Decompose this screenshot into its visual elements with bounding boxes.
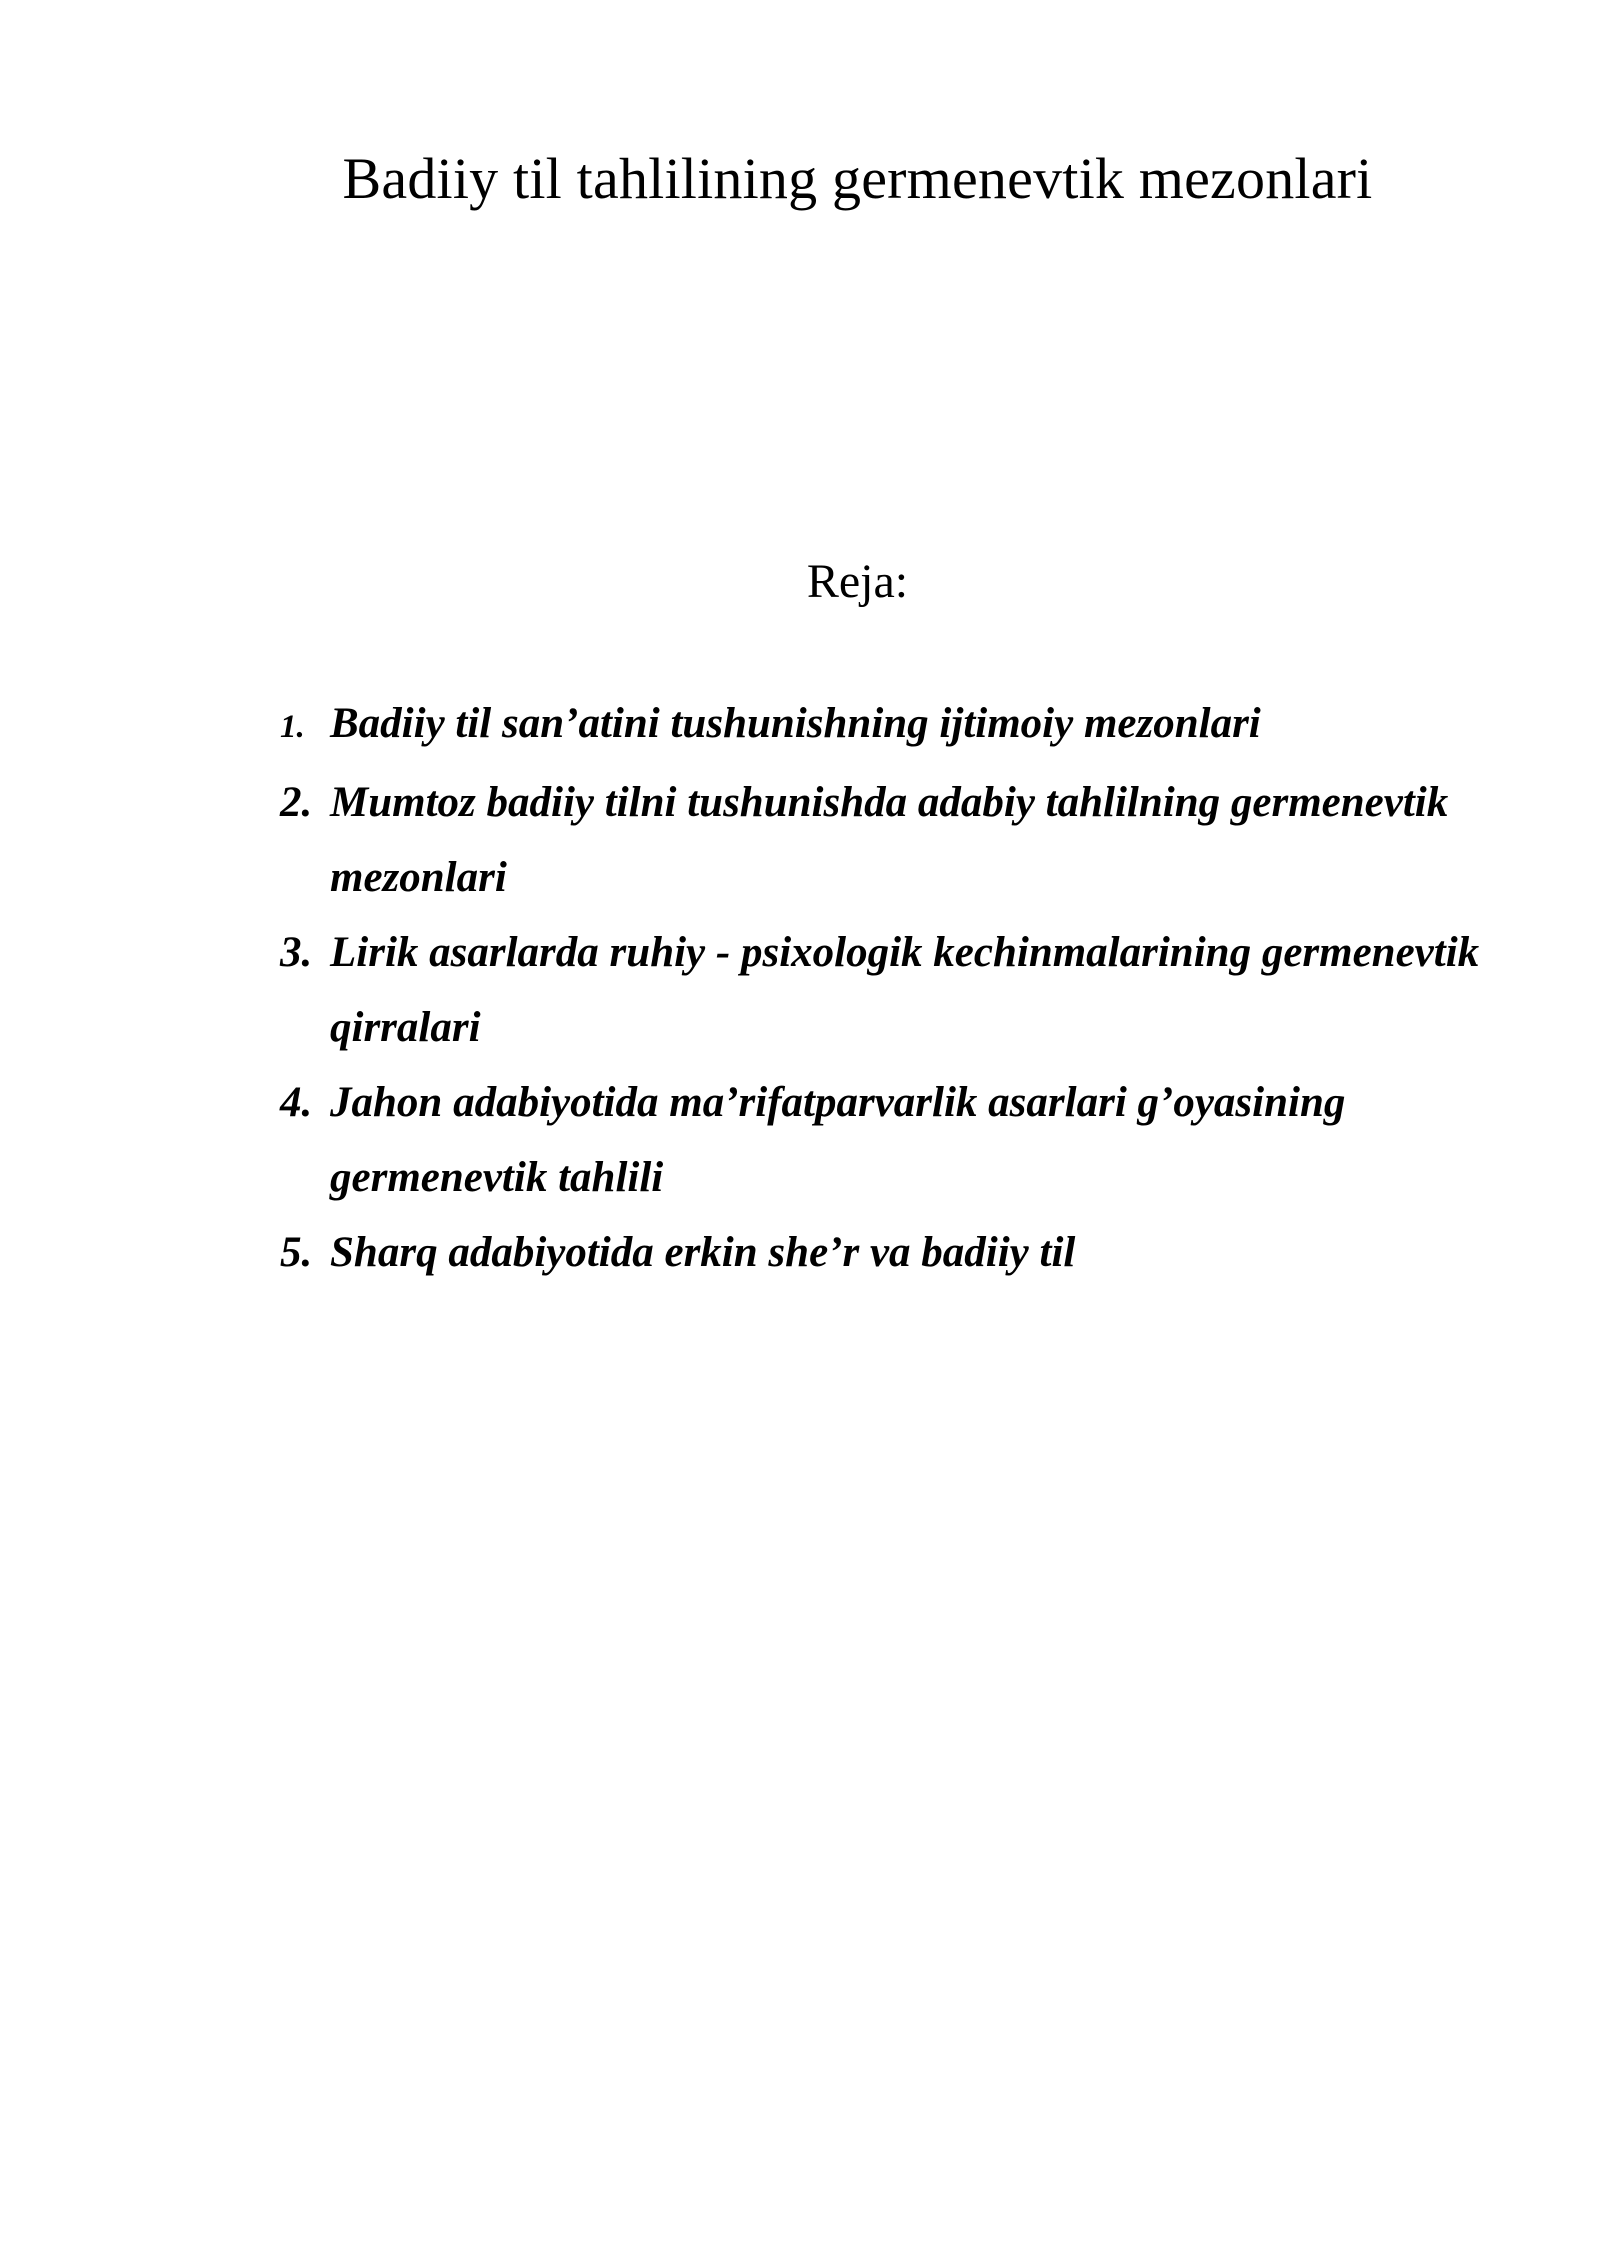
plan-list [280,686,1505,1290]
plan-item-text: Mumtoz badiiy tilni tushunishda adabiy tahlilning germenevtik mezonlari [330,778,1449,901]
plan-list-item-2 [280,765,1505,915]
plan-item-text: Lirik asarlarda ruhiy - psixologik kechinmalarining germenevtik qirralari [330,928,1480,1051]
plan-list-item-5 [280,1215,1505,1290]
plan-item-number: 5. [280,1228,313,1276]
plan-heading: Reja: [806,554,909,608]
plan-item-number: 1. [280,708,305,745]
plan-list-item-1 [280,686,1505,765]
plan-item-text: Badiiy til san’atini tushunishning ijtimoiy mezonlari [330,699,1261,747]
plan-list-item-3 [280,915,1505,1065]
plan-item-number: 4. [280,1078,313,1126]
plan-item-number: 2. [280,778,313,826]
plan-list-item-4 [280,1065,1505,1215]
document-title: Badiiy til tahlilining germenevtik mezonlari [342,146,1373,211]
plan-item-text: Jahon adabiyotida ma’rifatparvarlik asarlari g’oyasining germenevtik tahlili [330,1078,1346,1201]
plan-item-text: Sharq adabiyotida erkin she’r va badiiy til [330,1228,1076,1276]
plan-item-number: 3. [280,928,313,976]
